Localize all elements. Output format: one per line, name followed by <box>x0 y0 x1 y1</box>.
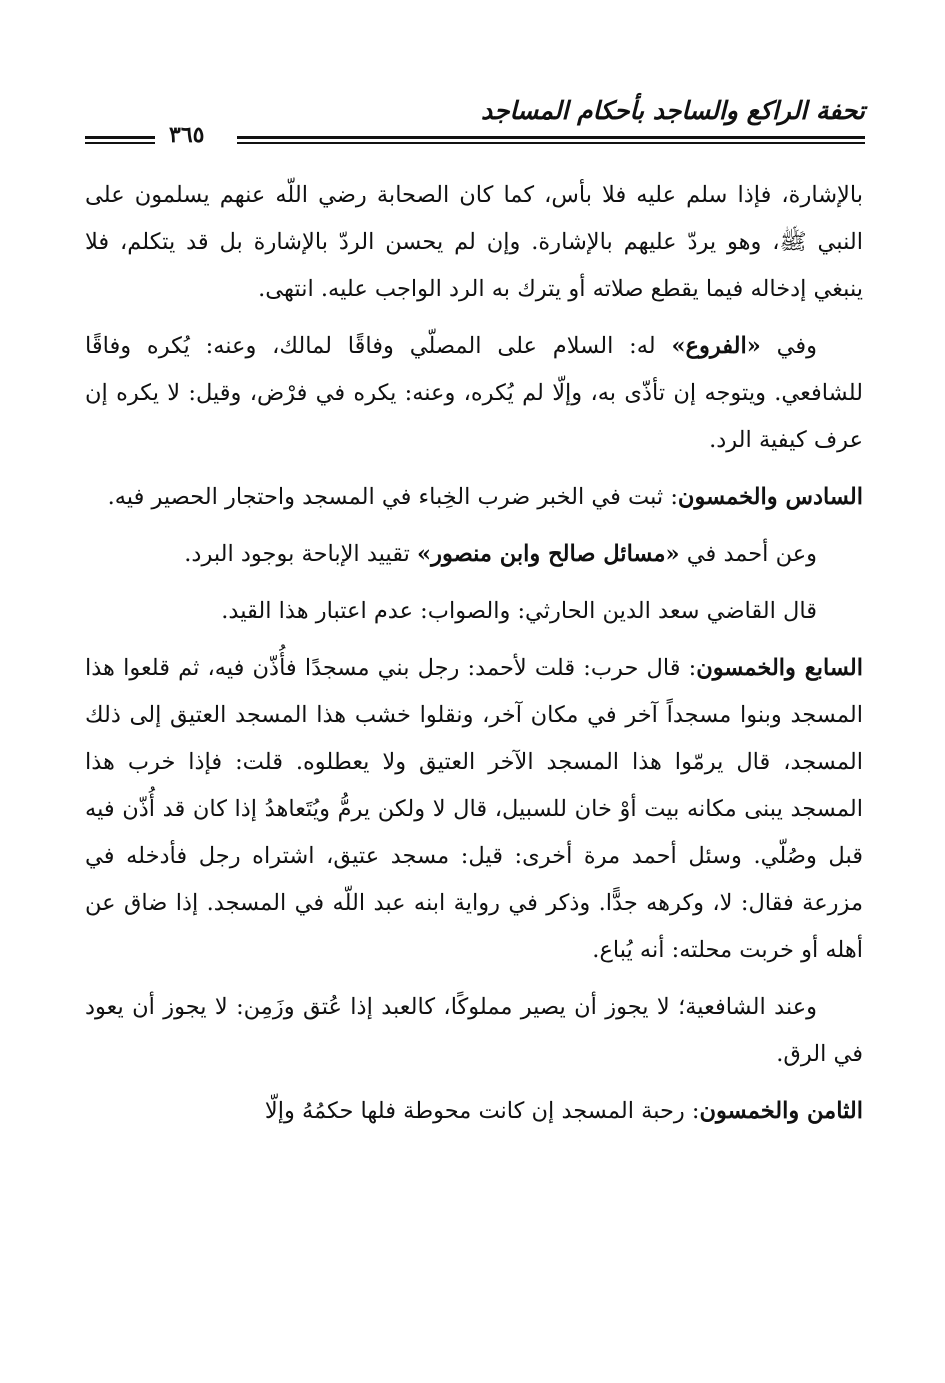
header-rule-left <box>85 136 155 146</box>
body-text <box>85 172 863 1145</box>
cited-book-title: «الفروع» <box>671 333 761 359</box>
paragraph-prefix: وفي <box>776 333 817 359</box>
header-rule-right <box>237 136 865 146</box>
paragraph-text: تقييد الإباحة بوجود البرد. <box>184 541 418 567</box>
paragraph-prefix: وعن أحمد في <box>686 541 817 567</box>
paragraph-text: وعند الشافعية؛ لا يجوز أن يصير مملوكًا، كالعبد إذا عُتق وزَمِن: لا يجوز أن يعود في الرق. <box>85 994 863 1067</box>
page-number: ٣٦٥ <box>163 122 210 148</box>
paragraph-text: قال القاضي سعد الدين الحارثي: والصواب: عدم اعتبار هذا القيد. <box>221 598 817 624</box>
paragraph-2 <box>85 323 863 464</box>
section-heading: السابع والخمسون <box>696 655 864 681</box>
paragraph-1 <box>85 172 863 313</box>
paragraph-text: : ثبت في الخبر ضرب الخِباء في المسجد واحتجار الحصير فيه. <box>107 484 678 510</box>
running-header <box>85 92 865 152</box>
cited-book-title: «مسائل صالح وابن منصور» <box>417 541 680 567</box>
paragraph-text: بالإشارة، فإذا سلم عليه فلا بأس، كما كان الصحابة رضي اللّه عنهم يسلمون على النبي ﷺ، وهو يردّ عليهم بالإشارة. وإن لم يحسن الردّ بالإشارة بل قد يتكلم، فلا ينبغي إدخاله فيما يقطع صلاته أو يترك به الرد الواجب عليه. انتهى. <box>85 182 863 302</box>
paragraph-4 <box>85 531 863 578</box>
paragraph-text: : قال حرب: قلت لأحمد: رجل بني مسجدًا فأُذّن فيه، ثم قلعوا هذا المسجد وبنوا مسجداً آخر في مكان آخر، ونقلوا خشب هذا المسجد العتيق إلى ذلك المسجد، قال يرمّوا هذا المسجد الآخر العتيق ولا يعطلوه. قلت: فإذا خرب هذا المسجد يبنى مكانه بيت أوْ خان للسبيل، قال لا ولكن يرمُّ ويُتَعاهدُ إذا كان قد أُذّن فيه قبل وصُلّي. وسئل أحمد مرة أخرى: قيل: مسجد عتيق، اشتراه رجل فأدخله في مزرعة فقال: لا، وكرهه جدًّا. وذكر في رواية ابنه عبد اللّه في المسجد. إذا ضاق عن أهله أو خربت محلته: أنه يُباع. <box>85 655 863 963</box>
book-title: تحفة الراكع والساجد بأحكام المساجد <box>480 96 865 125</box>
section-heading: السادس والخمسون <box>677 484 863 510</box>
paragraph-6 <box>85 645 863 974</box>
paragraph-3 <box>85 474 863 521</box>
section-heading: الثامن والخمسون <box>699 1098 863 1124</box>
paragraph-text: له: السلام على المصلّي وفاقًا لمالك، وعنه: يُكره وفاقًا للشافعي. ويتوجه إن تأذّى به، وإلّا لم يُكره، وعنه: يكره في فرْض، وقيل: لا يكره إن عرف كيفية الرد. <box>85 333 863 453</box>
paragraph-text: : رحبة المسجد إن كانت محوطة فلها حكمُهُ وإلّا <box>264 1098 700 1124</box>
paragraph-8 <box>85 1088 863 1135</box>
paragraph-7 <box>85 984 863 1078</box>
paragraph-5 <box>85 588 863 635</box>
